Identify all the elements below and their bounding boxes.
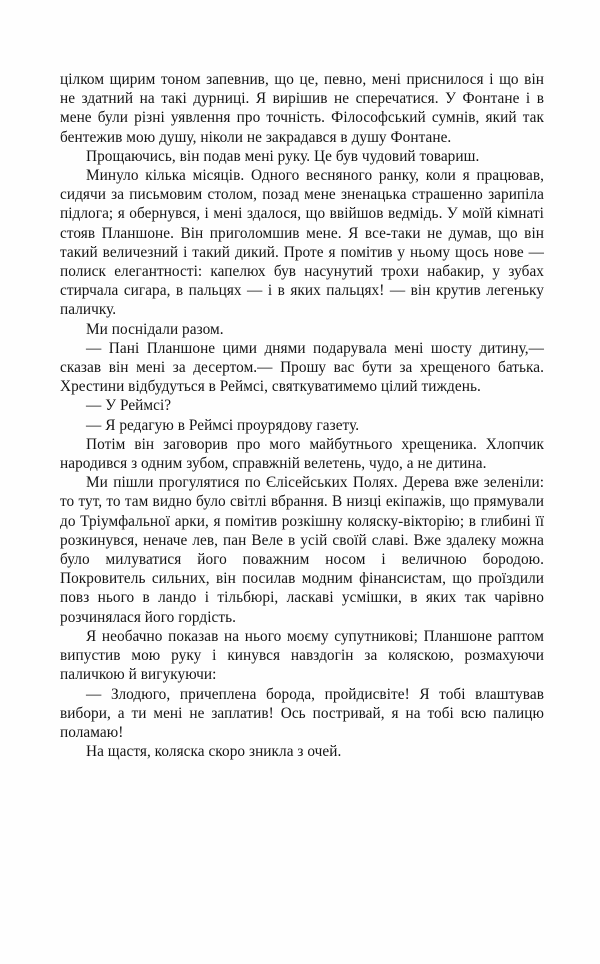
paragraph-6: — У Реймсі? bbox=[86, 397, 172, 415]
paragraph-5: — Пані Планшоне цими днями подарувала мені шосту дитину,— сказав він мені за десертом.— Прошу вас бути за хрещеного батька. Хрестини відбудуться в Реймсі, святкуватимемо цілий тиждень. bbox=[60, 339, 544, 396]
paragraph-9: Ми пішли прогулятися по Єлісейських Полях. Дерева вже зеленіли: то тут, то там видно було світлі вбрання. В низці екіпажів, що прямували до Тріумфальної арки, я помітив розкішну коляску-вікторію; в глибині її розкинувся, неначе лев, пан Веле в усій своїй славі. Вже здалеку можна було милуватися його поважним носом і величною бородою. Покровитель сильних, він посилав модним фінансистам, що проїздили повз нього в ландо і тільбюрі, ласкаві усмішки, в яких так чарівно розчинялася його гордість. bbox=[60, 474, 544, 626]
paragraph-12: На щастя, коляска скоро зникла з очей. bbox=[86, 743, 342, 761]
page-text bbox=[60, 70, 544, 761]
paragraph-7: — Я редагую в Реймсі проурядову газету. bbox=[86, 416, 360, 434]
paragraph-10: Я необачно показав на нього моєму супутникові; Планшоне раптом випустив мою руку і кинувся навздогін за коляскою, розмахуючи паличкою й вигукуючи: bbox=[60, 627, 544, 684]
paragraph-1: цілком щирим тоном запевнив, що це, певно, мені приснилося і що він не здатний на такі дурниці. Я вирішив не сперечатися. У Фонтане і в мене були різні уявлення про точність. Філософський сумнів, який так бентежив мою душу, ніколи не закрадався в душу Фонтане. bbox=[60, 71, 544, 146]
paragraph-11: — Злодюго, причеплена борода, пройдисвіте! Я тобі влаштував вибори, а ти мені не заплатив! Ось постривай, я на тобі всю палицю поламаю! bbox=[60, 685, 544, 741]
paragraph-3: Минуло кілька місяців. Одного весняного ранку, коли я працював, сидячи за письмовим столом, позад мене зненацька страшенно зарипіла підлога; я обернувся, і мені здалося, що ввійшов ведмідь. У моїй кімнаті стояв Планшоне. Він приголомшив мене. Я все-таки не думав, що він такий величезний і такий дикий. Проте я помітив у ньому щось нове — полиск елегантності: капелюх був насунутий трохи набакир, у зубах стирчала сигара, в пальцях — і в яких пальцях! — він крутив легеньку паличку. bbox=[60, 167, 544, 319]
paragraph-8: Потім він заговорив про мого майбутнього хрещеника. Хлопчик народився з одним зубом, справжній велетень, чудо, а не дитина. bbox=[60, 435, 544, 473]
paragraph-4: Ми поснідали разом. bbox=[86, 320, 224, 338]
paragraph-2: Прощаючись, він подав мені руку. Це був чудовий товариш. bbox=[86, 147, 480, 165]
